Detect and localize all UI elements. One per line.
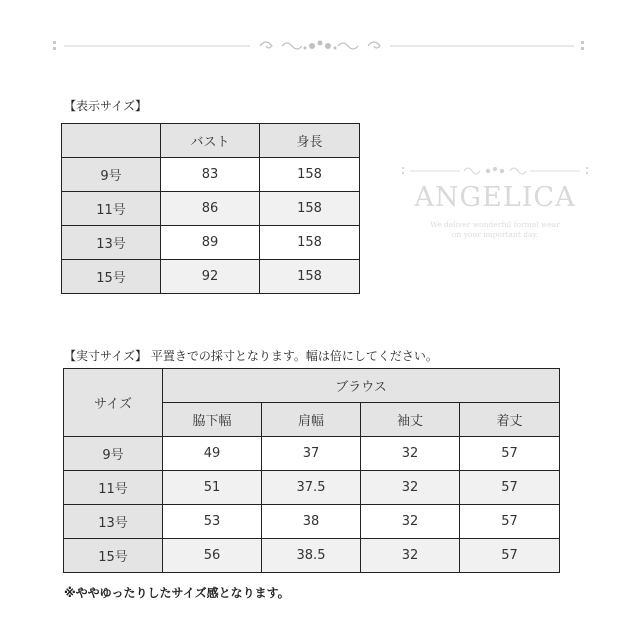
header-shoulder-width: 肩幅 <box>262 403 361 437</box>
ornament-divider <box>50 36 590 56</box>
cell-value: 57 <box>460 505 560 539</box>
cell-value: 37.5 <box>262 471 361 505</box>
table-row <box>62 260 360 294</box>
cell-height: 158 <box>260 158 360 192</box>
table-header-row <box>62 124 360 158</box>
cell-value: 57 <box>460 437 560 471</box>
cell-value: 32 <box>361 471 460 505</box>
cell-value: 51 <box>163 471 262 505</box>
cell-value: 38 <box>262 505 361 539</box>
table-row <box>62 226 360 260</box>
row-size: 9号 <box>62 158 161 192</box>
cell-value: 57 <box>460 471 560 505</box>
cell-value: 32 <box>361 539 460 573</box>
brand-tagline <box>400 220 590 240</box>
row-size: 11号 <box>64 471 163 505</box>
row-size: 13号 <box>64 505 163 539</box>
table-row <box>64 539 560 573</box>
header-blouse: ブラウス <box>163 369 560 403</box>
table-row <box>64 505 560 539</box>
header-bust: バスト <box>161 124 260 158</box>
row-size: 15号 <box>64 539 163 573</box>
cell-value: 49 <box>163 437 262 471</box>
cell-height: 158 <box>260 226 360 260</box>
fit-note: ※ややゆったりしたサイズ感となります。 <box>64 586 290 600</box>
tagline-line-1: We deliver wonderful formal wear <box>430 220 560 229</box>
header-sleeve-length: 袖丈 <box>361 403 460 437</box>
table-header-row <box>64 369 560 403</box>
header-size: サイズ <box>64 369 163 437</box>
cell-value: 38.5 <box>262 539 361 573</box>
row-size: 13号 <box>62 226 161 260</box>
brand-name: ANGELICA <box>414 182 576 213</box>
angelica-watermark <box>400 160 590 250</box>
cell-bust: 92 <box>161 260 260 294</box>
display-size-table <box>61 123 360 294</box>
header-height: 身長 <box>260 124 360 158</box>
actual-size-title: 【実寸サイズ】 平置きでの採寸となります。幅は倍にしてください。 <box>64 349 438 363</box>
cell-bust: 89 <box>161 226 260 260</box>
cell-value: 32 <box>361 505 460 539</box>
ornament-small <box>400 164 590 178</box>
cell-height: 158 <box>260 192 360 226</box>
cell-value: 32 <box>361 437 460 471</box>
row-size: 9号 <box>64 437 163 471</box>
row-size: 11号 <box>62 192 161 226</box>
tagline-line-2: on your important day. <box>451 230 539 239</box>
table-row <box>64 471 560 505</box>
cell-height: 158 <box>260 260 360 294</box>
display-size-title: 【表示サイズ】 <box>64 99 148 113</box>
cell-value: 53 <box>163 505 262 539</box>
row-size: 15号 <box>62 260 161 294</box>
cell-value: 37 <box>262 437 361 471</box>
table-row <box>62 158 360 192</box>
cell-bust: 83 <box>161 158 260 192</box>
table-row <box>64 437 560 471</box>
header-total-length: 着丈 <box>460 403 560 437</box>
table-row <box>62 192 360 226</box>
cell-bust: 86 <box>161 192 260 226</box>
cell-value: 56 <box>163 539 262 573</box>
cell-value: 57 <box>460 539 560 573</box>
actual-size-table <box>63 368 560 573</box>
header-underarm-width: 脇下幅 <box>163 403 262 437</box>
header-corner <box>62 124 161 158</box>
